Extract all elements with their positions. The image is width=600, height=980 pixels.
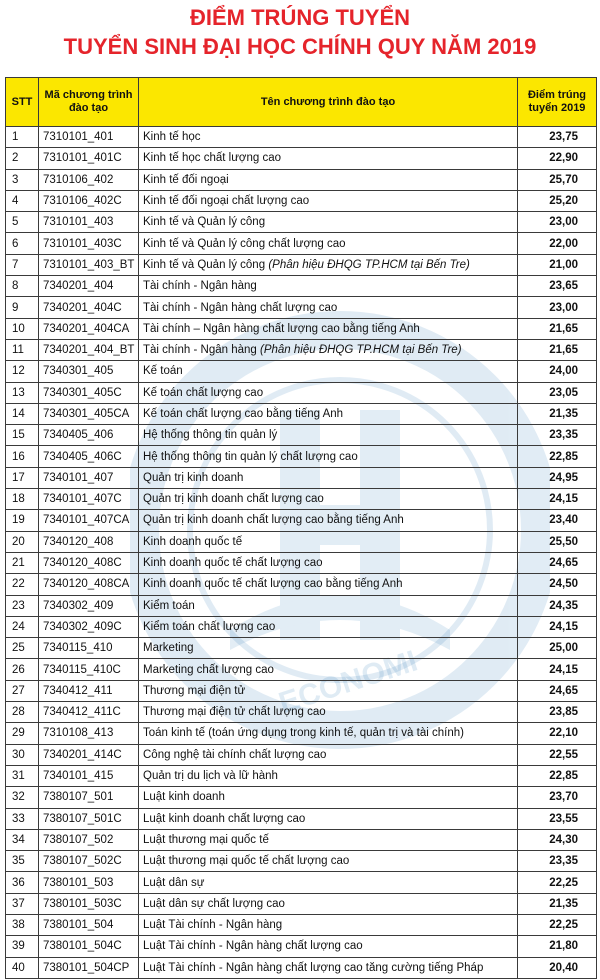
watermark-text: ECONOMI [274, 644, 422, 721]
row-code: 7340412_411C [39, 702, 139, 723]
row-score: 23,70 [518, 787, 597, 808]
row-code: 7340120_408CA [39, 574, 139, 595]
program-name-text: Kinh tế và Quản lý công chất lượng cao [143, 237, 346, 250]
row-stt: 14 [6, 403, 39, 424]
table-row [6, 361, 597, 382]
table-row [6, 127, 597, 148]
row-code: 7310101_401C [39, 148, 139, 169]
table-row [6, 467, 597, 488]
row-stt: 39 [6, 936, 39, 957]
program-name-text: Kinh tế học chất lượng cao [143, 152, 281, 165]
program-name-text: Kế toán [143, 365, 183, 378]
page-title [0, 4, 600, 62]
program-name-text: Luật Tài chính - Ngân hàng chất lượng cao [143, 940, 363, 953]
row-code: 7340201_414C [39, 744, 139, 765]
row-score: 25,20 [518, 190, 597, 211]
row-score: 23,65 [518, 276, 597, 297]
row-program-name [139, 148, 518, 169]
row-stt: 33 [6, 808, 39, 829]
row-stt: 38 [6, 914, 39, 935]
row-score: 24,50 [518, 574, 597, 595]
table-row [6, 744, 597, 765]
program-name-text: Kế toán chất lượng cao [143, 386, 264, 399]
row-code: 7310101_403_BT [39, 254, 139, 275]
table-row [6, 148, 597, 169]
row-code: 7310106_402C [39, 190, 139, 211]
row-program-name [139, 382, 518, 403]
row-code: 7340201_404CA [39, 318, 139, 339]
row-program-name [139, 169, 518, 190]
program-name-text: Tài chính - Ngân hàng chất lượng cao [143, 301, 338, 314]
row-stt: 28 [6, 702, 39, 723]
program-name-text: Marketing [143, 642, 194, 655]
row-stt: 18 [6, 489, 39, 510]
row-score: 22,85 [518, 765, 597, 786]
row-score: 23,85 [518, 702, 597, 723]
row-stt: 27 [6, 680, 39, 701]
row-stt: 19 [6, 510, 39, 531]
program-name-text: Luật dân sự chất lượng cao [143, 897, 285, 910]
row-code: 7310101_403 [39, 212, 139, 233]
row-program-name [139, 212, 518, 233]
row-program-name [139, 808, 518, 829]
row-code: 7340412_411 [39, 680, 139, 701]
row-program-name [139, 595, 518, 616]
row-score: 22,25 [518, 914, 597, 935]
header-code: Mã chương trình đào tạo [39, 78, 139, 127]
row-program-name [139, 127, 518, 148]
row-code: 7340301_405CA [39, 403, 139, 424]
row-stt: 26 [6, 659, 39, 680]
row-stt: 23 [6, 595, 39, 616]
row-stt: 9 [6, 297, 39, 318]
row-stt: 25 [6, 638, 39, 659]
row-code: 7340405_406C [39, 446, 139, 467]
row-program-name [139, 552, 518, 573]
row-stt: 3 [6, 169, 39, 190]
row-score: 24,15 [518, 659, 597, 680]
row-stt: 15 [6, 425, 39, 446]
row-program-name [139, 489, 518, 510]
program-name-text: Marketing chất lượng cao [143, 663, 274, 676]
table-row [6, 872, 597, 893]
table-row [6, 638, 597, 659]
row-program-name [139, 531, 518, 552]
row-score: 20,40 [518, 957, 597, 978]
row-score: 24,15 [518, 489, 597, 510]
row-score: 22,25 [518, 872, 597, 893]
row-program-name [139, 680, 518, 701]
header-score: Điểm trúng tuyển 2019 [518, 78, 597, 127]
row-score: 24,65 [518, 552, 597, 573]
program-name-text: Hệ thống thông tin quản lý chất lượng cao [143, 450, 358, 463]
row-stt: 6 [6, 233, 39, 254]
program-name-text: Quản trị kinh doanh [143, 471, 244, 484]
program-name-text: Kinh tế đối ngoại chất lượng cao [143, 195, 310, 208]
table-row [6, 276, 597, 297]
program-name-text: Luật thương mại quốc tế chất lượng cao [143, 855, 350, 868]
table-row [6, 787, 597, 808]
program-name-text: Luật Tài chính - Ngân hàng chất lượng cao tăng cường tiếng Pháp [143, 961, 484, 974]
program-name-text: Kinh doanh quốc tế chất lượng cao bằng tiếng Anh [143, 578, 403, 591]
row-code: 7380107_502C [39, 851, 139, 872]
row-code: 7380107_501 [39, 787, 139, 808]
row-program-name [139, 339, 518, 360]
header-program-name: Tên chương trình đào tạo [139, 78, 518, 127]
row-program-name [139, 936, 518, 957]
row-score: 22,90 [518, 148, 597, 169]
row-code: 7310108_413 [39, 723, 139, 744]
row-score: 22,85 [518, 446, 597, 467]
program-name-text: Tài chính - Ngân hàng [143, 280, 257, 293]
program-name-text: Toán kinh tế (toán ứng dụng trong kinh tế, quản trị và tài chính) [143, 727, 464, 740]
row-score: 24,00 [518, 361, 597, 382]
table-row [6, 851, 597, 872]
row-stt: 22 [6, 574, 39, 595]
row-code: 7380101_503 [39, 872, 139, 893]
row-program-name [139, 851, 518, 872]
row-stt: 24 [6, 616, 39, 637]
row-code: 7340115_410 [39, 638, 139, 659]
row-code: 7340101_407CA [39, 510, 139, 531]
table-row [6, 425, 597, 446]
program-name-text: Kinh tế học [143, 131, 201, 144]
row-stt: 31 [6, 765, 39, 786]
row-stt: 10 [6, 318, 39, 339]
row-program-name [139, 403, 518, 424]
program-name-text: Quản trị kinh doanh chất lượng cao bằng tiếng Anh [143, 514, 404, 527]
row-stt: 32 [6, 787, 39, 808]
program-name-text: Công nghệ tài chính chất lượng cao [143, 748, 327, 761]
table-row [6, 914, 597, 935]
title-line-1: ĐIỂM TRÚNG TUYỂN [190, 5, 410, 30]
row-code: 7340302_409 [39, 595, 139, 616]
table-row [6, 489, 597, 510]
row-program-name [139, 190, 518, 211]
row-score: 23,00 [518, 212, 597, 233]
table-row [6, 936, 597, 957]
row-stt: 4 [6, 190, 39, 211]
row-code: 7380101_504CP [39, 957, 139, 978]
row-code: 7340302_409C [39, 616, 139, 637]
table-row [6, 382, 597, 403]
row-score: 25,50 [518, 531, 597, 552]
table-row [6, 659, 597, 680]
row-program-name [139, 702, 518, 723]
row-score: 24,65 [518, 680, 597, 701]
row-code: 7380107_502 [39, 829, 139, 850]
row-stt: 13 [6, 382, 39, 403]
row-program-name [139, 297, 518, 318]
row-code: 7340120_408 [39, 531, 139, 552]
row-code: 7340101_415 [39, 765, 139, 786]
row-program-name [139, 574, 518, 595]
row-score: 23,00 [518, 297, 597, 318]
program-name-text: Kinh tế đối ngoại [143, 173, 229, 186]
program-name-text: Luật thương mại quốc tế [143, 833, 269, 846]
program-note: (Phân hiệu ĐHQG TP.HCM tại Bến Tre) [260, 344, 462, 357]
row-stt: 40 [6, 957, 39, 978]
table-row [6, 552, 597, 573]
table-row [6, 765, 597, 786]
table-row [6, 233, 597, 254]
row-score: 25,70 [518, 169, 597, 190]
row-score: 23,35 [518, 425, 597, 446]
row-stt: 35 [6, 851, 39, 872]
row-stt: 12 [6, 361, 39, 382]
program-name-text: Kinh doanh quốc tế [143, 535, 243, 548]
row-program-name [139, 872, 518, 893]
row-stt: 2 [6, 148, 39, 169]
table-row [6, 254, 597, 275]
row-score: 24,30 [518, 829, 597, 850]
program-note: (Phân hiệu ĐHQG TP.HCM tại Bến Tre) [268, 258, 470, 271]
table-row [6, 893, 597, 914]
program-name-text: Hệ thống thông tin quản lý [143, 429, 278, 442]
row-program-name [139, 893, 518, 914]
table-row [6, 169, 597, 190]
row-program-name [139, 659, 518, 680]
row-stt: 29 [6, 723, 39, 744]
row-score: 23,75 [518, 127, 597, 148]
header-stt: STT [6, 78, 39, 127]
row-code: 7340201_404_BT [39, 339, 139, 360]
row-program-name [139, 510, 518, 531]
table-row [6, 595, 597, 616]
row-stt: 8 [6, 276, 39, 297]
row-score: 21,35 [518, 403, 597, 424]
row-stt: 16 [6, 446, 39, 467]
row-score: 22,00 [518, 233, 597, 254]
row-code: 7340301_405 [39, 361, 139, 382]
row-program-name [139, 765, 518, 786]
row-stt: 5 [6, 212, 39, 233]
row-program-name [139, 276, 518, 297]
row-stt: 7 [6, 254, 39, 275]
program-name-text: Kiểm toán [143, 599, 195, 612]
table-row [6, 723, 597, 744]
row-code: 7340101_407C [39, 489, 139, 510]
row-code: 7310106_402 [39, 169, 139, 190]
table-row [6, 574, 597, 595]
program-name-text: Quản trị kinh doanh chất lượng cao [143, 493, 324, 506]
row-score: 23,40 [518, 510, 597, 531]
row-program-name [139, 723, 518, 744]
table-row [6, 702, 597, 723]
row-program-name [139, 957, 518, 978]
table-row [6, 957, 597, 978]
program-name-text: Kinh tế và Quản lý công [143, 216, 266, 229]
title-line-2: TUYỂN SINH ĐẠI HỌC CHÍNH QUY NĂM 2019 [63, 34, 537, 59]
table-row [6, 808, 597, 829]
row-stt: 37 [6, 893, 39, 914]
row-program-name [139, 233, 518, 254]
admission-score-table [5, 77, 597, 979]
row-score: 21,65 [518, 318, 597, 339]
row-code: 7310101_403C [39, 233, 139, 254]
program-name-text: Kinh doanh quốc tế chất lượng cao [143, 557, 323, 570]
program-name-text: Kế toán chất lượng cao bằng tiếng Anh [143, 408, 344, 420]
row-score: 24,95 [518, 467, 597, 488]
row-program-name [139, 638, 518, 659]
row-code: 7380101_504 [39, 914, 139, 935]
program-name-text: Luật Tài chính - Ngân hàng [143, 919, 283, 932]
table-row [6, 829, 597, 850]
row-program-name [139, 254, 518, 275]
row-stt: 20 [6, 531, 39, 552]
table-row [6, 616, 597, 637]
row-score: 23,55 [518, 808, 597, 829]
program-name-text: Luật dân sự [143, 876, 205, 889]
row-code: 7340115_410C [39, 659, 139, 680]
row-stt: 11 [6, 339, 39, 360]
row-code: 7380107_501C [39, 808, 139, 829]
table-row [6, 531, 597, 552]
row-score: 24,35 [518, 595, 597, 616]
row-program-name [139, 744, 518, 765]
table-row [6, 190, 597, 211]
row-program-name [139, 914, 518, 935]
row-code: 7340405_406 [39, 425, 139, 446]
table-body [6, 127, 597, 979]
row-score: 23,35 [518, 851, 597, 872]
row-program-name [139, 787, 518, 808]
program-name-text: Luật kinh doanh [143, 791, 225, 804]
row-code: 7340301_405C [39, 382, 139, 403]
table-row [6, 318, 597, 339]
row-code: 7380101_503C [39, 893, 139, 914]
row-program-name [139, 361, 518, 382]
row-stt: 30 [6, 744, 39, 765]
program-name-text: Thương mại điện tử chất lượng cao [143, 706, 326, 719]
row-stt: 1 [6, 127, 39, 148]
table-row [6, 297, 597, 318]
row-stt: 21 [6, 552, 39, 573]
row-code: 7380101_504C [39, 936, 139, 957]
program-name-text: Tài chính – Ngân hàng chất lượng cao bằng tiếng Anh [143, 322, 420, 335]
row-score: 25,00 [518, 638, 597, 659]
row-stt: 17 [6, 467, 39, 488]
program-name-text: Tài chính - Ngân hàng [143, 344, 260, 357]
program-name-text: Luật kinh doanh chất lượng cao [143, 812, 306, 825]
row-stt: 34 [6, 829, 39, 850]
row-program-name [139, 425, 518, 446]
row-score: 21,35 [518, 893, 597, 914]
row-score: 21,80 [518, 936, 597, 957]
row-program-name [139, 446, 518, 467]
table-row [6, 510, 597, 531]
table-header-row [6, 78, 597, 127]
row-code: 7340201_404C [39, 297, 139, 318]
row-stt: 36 [6, 872, 39, 893]
row-score: 24,15 [518, 616, 597, 637]
row-score: 23,05 [518, 382, 597, 403]
row-program-name [139, 829, 518, 850]
program-name-text: Kiểm toán chất lượng cao [143, 620, 276, 633]
program-name-text: Quản trị du lịch và lữ hành [143, 770, 278, 783]
program-name-text: Kinh tế và Quản lý công [143, 258, 269, 271]
table-row [6, 680, 597, 701]
row-program-name [139, 616, 518, 637]
row-code: 7310101_401 [39, 127, 139, 148]
table-row [6, 403, 597, 424]
row-score: 22,55 [518, 744, 597, 765]
row-score: 21,65 [518, 339, 597, 360]
row-program-name [139, 467, 518, 488]
row-program-name [139, 318, 518, 339]
table-row [6, 446, 597, 467]
row-code: 7340201_404 [39, 276, 139, 297]
row-score: 21,00 [518, 254, 597, 275]
row-code: 7340101_407 [39, 467, 139, 488]
program-name-text: Thương mại điện tử [143, 684, 246, 697]
row-code: 7340120_408C [39, 552, 139, 573]
row-score: 22,10 [518, 723, 597, 744]
table-row [6, 212, 597, 233]
table-row [6, 339, 597, 360]
